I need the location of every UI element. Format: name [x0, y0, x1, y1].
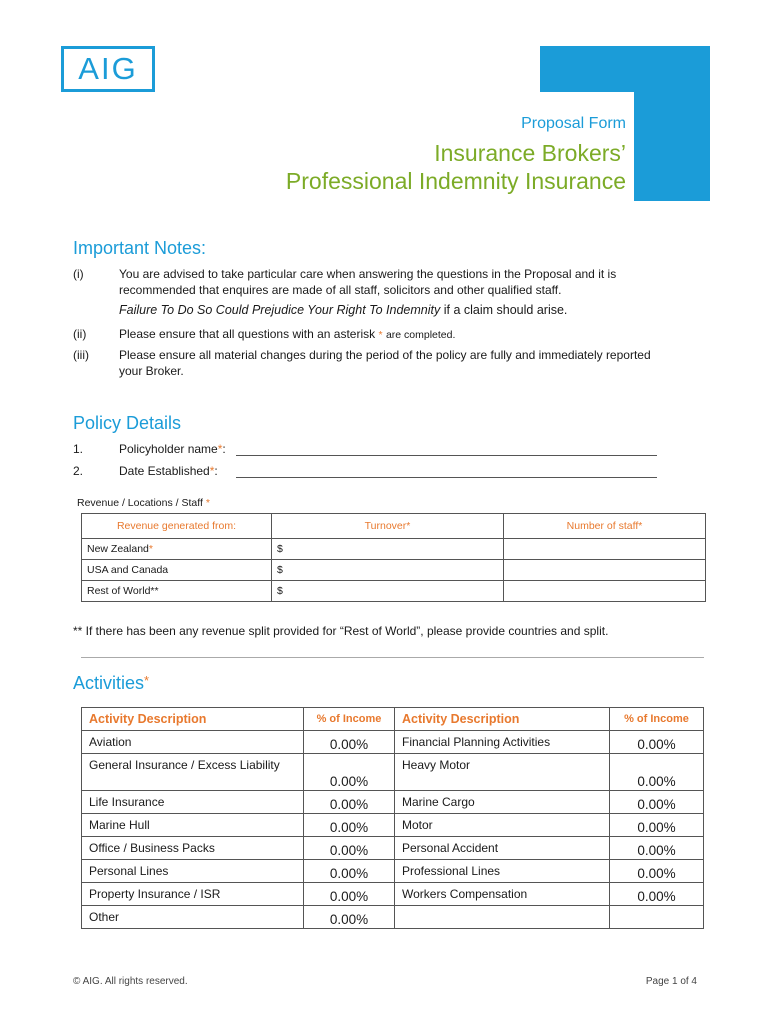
note-text: Please ensure all material changes during the period of the policy are fully and immediately reported your Broker. — [119, 348, 651, 378]
activity-label: Aviation — [82, 731, 304, 754]
date-established-field — [73, 464, 663, 480]
date-established-input[interactable] — [236, 477, 657, 478]
activity-label: Motor — [395, 814, 610, 837]
rest-of-world-note: ** If there has been any revenue split provided for “Rest of World”, please provide countries and split. — [73, 624, 609, 638]
turnover-input[interactable]: $ — [272, 581, 504, 602]
field-label-text: Policyholder name — [119, 442, 218, 456]
table-row — [82, 883, 704, 906]
activity-label: Property Insurance / ISR — [82, 883, 304, 906]
field-number: 2. — [73, 464, 84, 478]
warning-italic-text: Failure To Do So Could Prejudice Your Right To Indemnity — [119, 303, 441, 317]
income-percent-input[interactable]: 0.00% — [610, 791, 704, 814]
field-label-text: Date Established — [119, 464, 210, 478]
income-percent-input[interactable]: 0.00% — [304, 814, 395, 837]
region-cell — [82, 581, 272, 602]
staff-count-input[interactable] — [504, 581, 706, 602]
activity-label: Marine Cargo — [395, 791, 610, 814]
asterisk-marker: * — [148, 543, 153, 555]
activity-label: Office / Business Packs — [82, 837, 304, 860]
field-colon: : — [222, 442, 226, 456]
note-text-suffix: are completed. — [385, 329, 456, 341]
activity-label: Life Insurance — [82, 791, 304, 814]
table-row — [82, 731, 704, 754]
turnover-input[interactable]: $ — [272, 560, 504, 581]
income-percent-input[interactable]: 0.00% — [304, 883, 395, 906]
policy-details-heading: Policy Details — [73, 413, 182, 433]
table-row — [82, 581, 706, 602]
policyholder-name-input[interactable] — [236, 455, 657, 456]
income-percent-input[interactable]: 0.00% — [610, 754, 704, 791]
warning-suffix: if a claim should arise. — [443, 303, 568, 317]
activities-table — [81, 707, 704, 929]
column-header: % of Income — [304, 708, 395, 731]
activity-label: Heavy Motor — [395, 754, 610, 791]
column-header: Number of staff* — [504, 514, 706, 539]
note-text — [119, 327, 674, 344]
page-title-line2: Professional Indemnity Insurance — [285, 168, 626, 194]
region-label: New Zealand — [87, 543, 149, 555]
income-percent-input[interactable] — [610, 906, 704, 929]
note-number: (i) — [73, 267, 84, 281]
turnover-input[interactable]: $ — [272, 539, 504, 560]
activity-label: Professional Lines — [395, 860, 610, 883]
table-header-row — [82, 708, 704, 731]
revenue-table — [81, 513, 706, 602]
income-percent-input[interactable]: 0.00% — [304, 906, 395, 929]
table-row — [82, 754, 704, 791]
income-percent-input[interactable]: 0.00% — [304, 860, 395, 883]
column-header: Turnover* — [272, 514, 504, 539]
field-number: 1. — [73, 442, 84, 456]
staff-count-input[interactable] — [504, 539, 706, 560]
column-header: Activity Description — [82, 708, 304, 731]
staff-count-input[interactable] — [504, 560, 706, 581]
activity-label: Personal Accident — [395, 837, 610, 860]
region-label: Rest of World** — [87, 585, 159, 597]
asterisk-marker: * — [205, 497, 210, 509]
income-percent-input[interactable]: 0.00% — [610, 814, 704, 837]
note-text: You are advised to take particular care when answering the questions in the Proposal and it is recommended that enquires are made of all staff, solicitors and other qualified staff. — [119, 267, 617, 297]
income-percent-input[interactable]: 0.00% — [610, 883, 704, 906]
aig-logo: AIG — [61, 46, 155, 92]
asterisk-marker: * — [217, 442, 223, 456]
column-header: Revenue generated from: — [82, 514, 272, 539]
activity-label: Marine Hull — [82, 814, 304, 837]
note-number: (ii) — [73, 327, 87, 341]
policyholder-name-field — [73, 442, 663, 458]
region-cell — [82, 539, 272, 560]
copyright-text: © AIG. All rights reserved. — [73, 976, 188, 987]
activity-label: Personal Lines — [82, 860, 304, 883]
revenue-caption-text: Revenue / Locations / Staff — [77, 497, 203, 509]
activity-label: Financial Planning Activities — [395, 731, 610, 754]
income-percent-input[interactable]: 0.00% — [610, 731, 704, 754]
important-notes-heading: Important Notes: — [73, 238, 207, 258]
field-label — [119, 442, 226, 456]
asterisk-marker: * — [209, 464, 215, 478]
table-row — [82, 539, 706, 560]
column-header: Activity Description — [395, 708, 610, 731]
region-cell — [82, 560, 272, 581]
page-number: Page 1 of 4 — [645, 976, 697, 987]
indemnity-warning — [119, 303, 567, 317]
table-row — [82, 906, 704, 929]
income-percent-input[interactable]: 0.00% — [304, 791, 395, 814]
note-number: (iii) — [73, 348, 89, 362]
table-row — [82, 837, 704, 860]
column-header: % of Income — [610, 708, 704, 731]
activity-label: General Insurance / Excess Liability — [82, 754, 304, 791]
section-divider — [81, 657, 704, 658]
activities-heading — [73, 673, 149, 694]
table-row — [82, 860, 704, 883]
proposal-form-label: Proposal Form — [521, 115, 626, 132]
table-row — [82, 814, 704, 837]
activity-label: Other — [82, 906, 304, 929]
region-label: USA and Canada — [87, 564, 169, 576]
asterisk-marker: * — [378, 329, 383, 341]
activity-label — [395, 906, 610, 929]
income-percent-input[interactable]: 0.00% — [610, 837, 704, 860]
page-title-line1: Insurance Brokers’ — [434, 140, 626, 166]
income-percent-input[interactable]: 0.00% — [304, 731, 395, 754]
table-row — [82, 791, 704, 814]
field-colon: : — [214, 464, 218, 478]
income-percent-input[interactable]: 0.00% — [304, 837, 395, 860]
asterisk-marker: * — [144, 673, 150, 688]
field-label — [119, 464, 218, 478]
note-text-main: Please ensure that all questions with an asterisk — [119, 327, 376, 341]
table-row — [82, 560, 706, 581]
table-header-row — [82, 514, 706, 539]
income-percent-input[interactable]: 0.00% — [304, 754, 395, 791]
income-percent-input[interactable]: 0.00% — [610, 860, 704, 883]
revenue-caption — [77, 497, 210, 509]
activity-label: Workers Compensation — [395, 883, 610, 906]
activities-heading-text: Activities — [73, 673, 145, 693]
